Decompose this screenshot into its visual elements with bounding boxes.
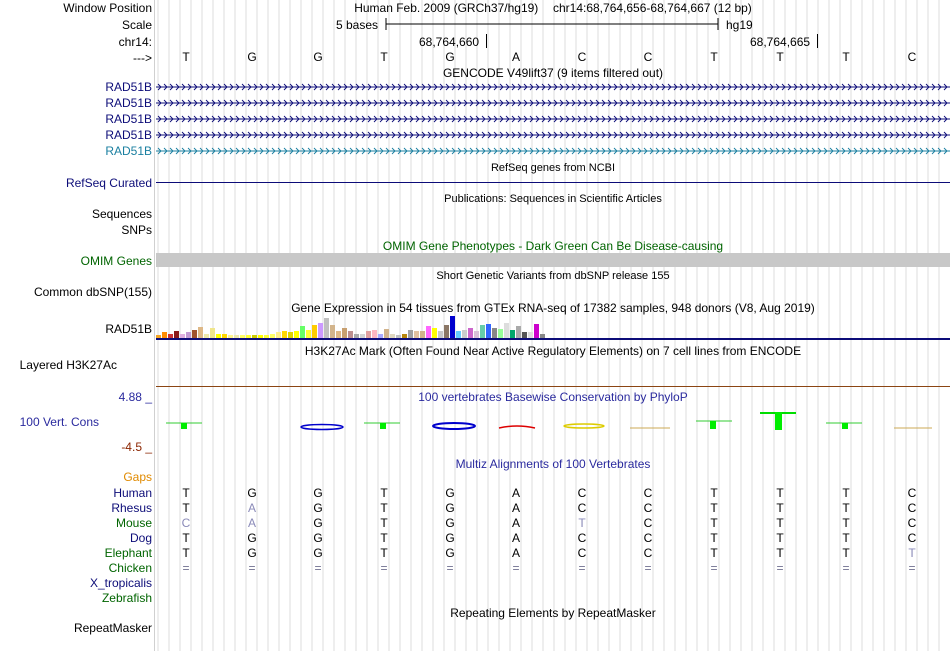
label-separator	[154, 0, 155, 651]
refseq-title: RefSeq genes from NCBI	[490, 162, 616, 174]
aligned-base: T	[182, 486, 190, 500]
aligned-base: T	[710, 501, 718, 515]
aligned-base: A	[247, 501, 256, 515]
gtex-tissue-bar[interactable]	[282, 331, 287, 338]
aligned-base: T	[380, 501, 388, 515]
cons-bar	[710, 421, 716, 429]
gaps-label[interactable]: Gaps	[123, 470, 152, 484]
gtex-tissue-bar[interactable]	[504, 323, 509, 338]
sequences-label[interactable]: Sequences	[91, 207, 152, 221]
publications-title: Publications: Sequences in Scientific Articles	[444, 193, 662, 205]
aligned-base: =	[908, 561, 916, 575]
gtex-tissue-bar[interactable]	[474, 331, 479, 338]
scale-text: 5 bases	[336, 18, 379, 32]
aligned-base: T	[842, 531, 850, 545]
reference-base: C	[643, 50, 653, 64]
aligned-base: G	[247, 531, 257, 545]
gtex-tissue-bar[interactable]	[342, 328, 347, 338]
cons-bar	[301, 425, 343, 430]
gtex-baseline	[156, 338, 950, 340]
gtex-tissue-bar[interactable]	[300, 326, 305, 338]
cons-label[interactable]: 100 Vert. Cons	[19, 415, 99, 429]
aligned-base: T	[380, 546, 388, 560]
aligned-base: T	[776, 546, 784, 560]
gtex-tissue-bar[interactable]	[348, 331, 353, 338]
aligned-base: A	[511, 486, 520, 500]
aligned-base: C	[643, 516, 653, 530]
cons-bar	[380, 423, 386, 429]
gtex-tissue-bar[interactable]	[324, 318, 329, 338]
aligned-base: =	[248, 561, 256, 575]
aligned-base: G	[445, 516, 455, 530]
reference-base: A	[511, 50, 520, 64]
gtex-tissue-bar[interactable]	[480, 325, 485, 338]
gtex-tissue-bar[interactable]	[468, 328, 473, 338]
gtex-tissue-bar[interactable]	[516, 326, 521, 338]
aligned-base: C	[643, 501, 653, 515]
aligned-base: T	[842, 501, 850, 515]
gtex-label[interactable]: RAD51B	[105, 322, 152, 336]
aligned-base: T	[776, 486, 784, 500]
reference-base: G	[445, 50, 455, 64]
gencode-item-label[interactable]: RAD51B	[105, 96, 152, 110]
reference-base: C	[907, 50, 917, 64]
cons-bar	[842, 423, 848, 429]
aligned-base: A	[511, 546, 520, 560]
gencode-gene-2[interactable]	[156, 99, 950, 107]
aligned-base: T	[380, 486, 388, 500]
cons-bar	[181, 423, 187, 429]
cons-title: 100 vertebrates Basewise Conservation by PhyloP	[418, 390, 688, 404]
aligned-base: T	[842, 486, 850, 500]
gtex-tissue-bar[interactable]	[426, 326, 431, 338]
scale-bar	[384, 16, 720, 32]
db-text: hg19	[726, 18, 753, 32]
aligned-base: G	[313, 486, 323, 500]
aligned-base: =	[776, 561, 784, 575]
reference-base: T	[776, 50, 784, 64]
aligned-base: G	[445, 486, 455, 500]
cons-bar	[564, 424, 604, 428]
gtex-bars[interactable]	[156, 316, 950, 338]
aligned-base: T	[776, 531, 784, 545]
dbsnp-title: Short Genetic Variants from dbSNP release 155	[436, 270, 670, 282]
gtex-tissue-bar[interactable]	[534, 324, 539, 338]
aligned-base: G	[313, 531, 323, 545]
repeatmasker-title: Repeating Elements by RepeatMasker	[450, 606, 656, 620]
gtex-tissue-bar[interactable]	[486, 324, 491, 338]
aligned-base: C	[643, 546, 653, 560]
aligned-base: =	[380, 561, 388, 575]
gtex-tissue-bar[interactable]	[312, 325, 317, 338]
aligned-base: A	[511, 501, 520, 515]
aligned-base: T	[842, 546, 850, 560]
dbsnp-label[interactable]: Common dbSNP(155)	[33, 285, 152, 299]
reference-base: G	[313, 50, 323, 64]
coord-1-tick	[486, 34, 487, 48]
refseq-label[interactable]: RefSeq Curated	[65, 176, 152, 190]
position-text: chr14:68,764,656-68,764,667 (12 bp)	[552, 1, 752, 15]
h3k27ac-title: H3K27Ac Mark (Often Found Near Active Regulatory Elements) on 7 cell lines from ENCODE	[304, 344, 802, 358]
aligned-base: T	[710, 546, 718, 560]
aligned-base: =	[578, 561, 586, 575]
aligned-base: T	[776, 501, 784, 515]
gencode-gene-4[interactable]	[156, 131, 950, 139]
aligned-base: A	[511, 516, 520, 530]
gtex-tissue-bar[interactable]	[318, 323, 323, 338]
gtex-tissue-bar[interactable]	[192, 330, 197, 338]
gtex-tissue-bar[interactable]	[294, 331, 299, 338]
aligned-base: C	[643, 531, 653, 545]
aligned-base: G	[313, 516, 323, 530]
species-label[interactable]: X_tropicalis	[89, 576, 152, 590]
coord-2-tick	[817, 34, 818, 48]
aligned-base: C	[577, 546, 587, 560]
gtex-tissue-bar[interactable]	[510, 330, 515, 338]
species-label[interactable]: Human	[113, 486, 152, 500]
aligned-base: C	[907, 516, 917, 530]
aligned-base: G	[445, 501, 455, 515]
gtex-tissue-bar[interactable]	[414, 331, 419, 338]
cons-bar	[433, 423, 475, 429]
species-label[interactable]: Rhesus	[111, 501, 152, 515]
omim-gene-bar[interactable]	[156, 253, 950, 267]
aligned-base: =	[710, 561, 718, 575]
gtex-tissue-bar[interactable]	[408, 330, 413, 338]
aligned-base: T	[182, 546, 190, 560]
cons-min-label: -4.5 _	[121, 440, 152, 454]
reference-base: T	[710, 50, 718, 64]
gtex-tissue-bar[interactable]	[420, 331, 425, 338]
gtex-tissue-bar[interactable]	[330, 325, 335, 338]
aligned-base: =	[644, 561, 652, 575]
gtex-tissue-bar[interactable]	[174, 331, 179, 338]
aligned-base: G	[445, 546, 455, 560]
gencode-gene-5[interactable]	[156, 147, 950, 155]
reference-base: T	[380, 50, 388, 64]
aligned-base: T	[710, 486, 718, 500]
gencode-title: GENCODE V49lift37 (9 items filtered out)	[442, 66, 664, 80]
gtex-tissue-bar[interactable]	[438, 331, 443, 338]
aligned-base: =	[182, 561, 190, 575]
gtex-tissue-bar[interactable]	[498, 329, 503, 338]
reference-base: G	[247, 50, 257, 64]
coord-1: 68,764,660	[419, 35, 480, 49]
gtex-tissue-bar[interactable]	[306, 330, 311, 338]
gtex-tissue-bar[interactable]	[462, 330, 467, 338]
strand-arrow-label: --->	[133, 51, 152, 65]
gtex-tissue-bar[interactable]	[198, 327, 203, 338]
gtex-tissue-bar[interactable]	[372, 330, 377, 338]
coord-2: 68,764,665	[750, 35, 811, 49]
gencode-gene-3[interactable]	[156, 115, 950, 123]
gencode-item-label[interactable]: RAD51B	[105, 80, 152, 94]
aligned-base: C	[577, 531, 587, 545]
refseq-gene-line[interactable]	[156, 182, 950, 183]
snps-label[interactable]: SNPs	[121, 223, 152, 237]
aligned-base: G	[313, 501, 323, 515]
aligned-base: C	[907, 531, 917, 545]
assembly-text: Human Feb. 2009 (GRCh37/hg19)	[354, 1, 539, 15]
gtex-tissue-bar[interactable]	[444, 325, 449, 338]
gtex-title: Gene Expression in 54 tissues from GTEx RNA-seq of 17382 samples, 948 donors (V8, Aug 2019)	[291, 301, 815, 315]
aligned-base: C	[907, 501, 917, 515]
aligned-base: T	[710, 531, 718, 545]
gtex-tissue-bar[interactable]	[384, 329, 389, 338]
multiz-title: Multiz Alignments of 100 Vertebrates	[455, 457, 651, 471]
gtex-tissue-bar[interactable]	[456, 331, 461, 338]
aligned-base: =	[446, 561, 454, 575]
aligned-base: G	[247, 546, 257, 560]
aligned-base: T	[182, 501, 190, 515]
aligned-base: T	[578, 516, 586, 530]
repeatmasker-label[interactable]: RepeatMasker	[73, 621, 152, 635]
h3k27ac-label[interactable]: Layered H3K27Ac	[19, 358, 117, 372]
conservation-plot[interactable]	[156, 404, 950, 438]
gencode-item-label[interactable]: RAD51B	[105, 112, 152, 126]
gtex-tissue-bar[interactable]	[336, 331, 341, 338]
species-label[interactable]: Dog	[129, 531, 152, 545]
reference-base: T	[182, 50, 190, 64]
gencode-gene-1[interactable]	[156, 83, 950, 91]
aligned-base: T	[380, 516, 388, 530]
aligned-base: C	[577, 501, 587, 515]
cons-max-label: 4.88 _	[118, 390, 152, 404]
gencode-item-label[interactable]: RAD51B	[105, 144, 152, 158]
aligned-base: T	[842, 516, 850, 530]
tracks-area[interactable]	[156, 0, 950, 651]
gtex-tissue-bar[interactable]	[432, 328, 437, 338]
aligned-base: C	[181, 516, 191, 530]
aligned-base: =	[842, 561, 850, 575]
chrom-label: chr14:	[118, 35, 152, 49]
species-label[interactable]: Zebrafish	[101, 591, 152, 605]
aligned-base: =	[512, 561, 520, 575]
aligned-base: C	[907, 486, 917, 500]
gencode-item-label[interactable]: RAD51B	[105, 128, 152, 142]
aligned-base: A	[511, 531, 520, 545]
species-label[interactable]: Elephant	[104, 546, 152, 560]
track-labels	[0, 0, 154, 651]
gtex-tissue-bar[interactable]	[450, 316, 455, 338]
aligned-base: G	[313, 546, 323, 560]
cons-bar	[775, 412, 782, 430]
aligned-base: G	[445, 531, 455, 545]
omim-title: OMIM Gene Phenotypes - Dark Green Can Be Disease-causing	[382, 239, 724, 253]
window-position-label: Window Position	[63, 1, 152, 15]
aligned-base: C	[577, 486, 587, 500]
gtex-tissue-bar[interactable]	[210, 328, 215, 338]
aligned-base: T	[710, 516, 718, 530]
omim-label[interactable]: OMIM Genes	[80, 254, 152, 268]
scale-label: Scale	[121, 18, 152, 32]
aligned-base: C	[643, 486, 653, 500]
reference-base: C	[577, 50, 587, 64]
aligned-base: A	[247, 516, 256, 530]
aligned-base: G	[247, 486, 257, 500]
aligned-base: =	[314, 561, 322, 575]
species-label[interactable]: Mouse	[115, 516, 152, 530]
position-header	[156, 1, 950, 15]
species-label[interactable]: Chicken	[108, 561, 152, 575]
cons-bar	[499, 426, 535, 428]
gtex-tissue-bar[interactable]	[492, 328, 497, 338]
gtex-tissue-bar[interactable]	[366, 331, 371, 338]
aligned-base: T	[380, 531, 388, 545]
aligned-base: T	[776, 516, 784, 530]
aligned-base: T	[182, 531, 190, 545]
reference-base: T	[842, 50, 850, 64]
h3k27ac-divider	[156, 386, 950, 387]
aligned-base: T	[908, 546, 916, 560]
